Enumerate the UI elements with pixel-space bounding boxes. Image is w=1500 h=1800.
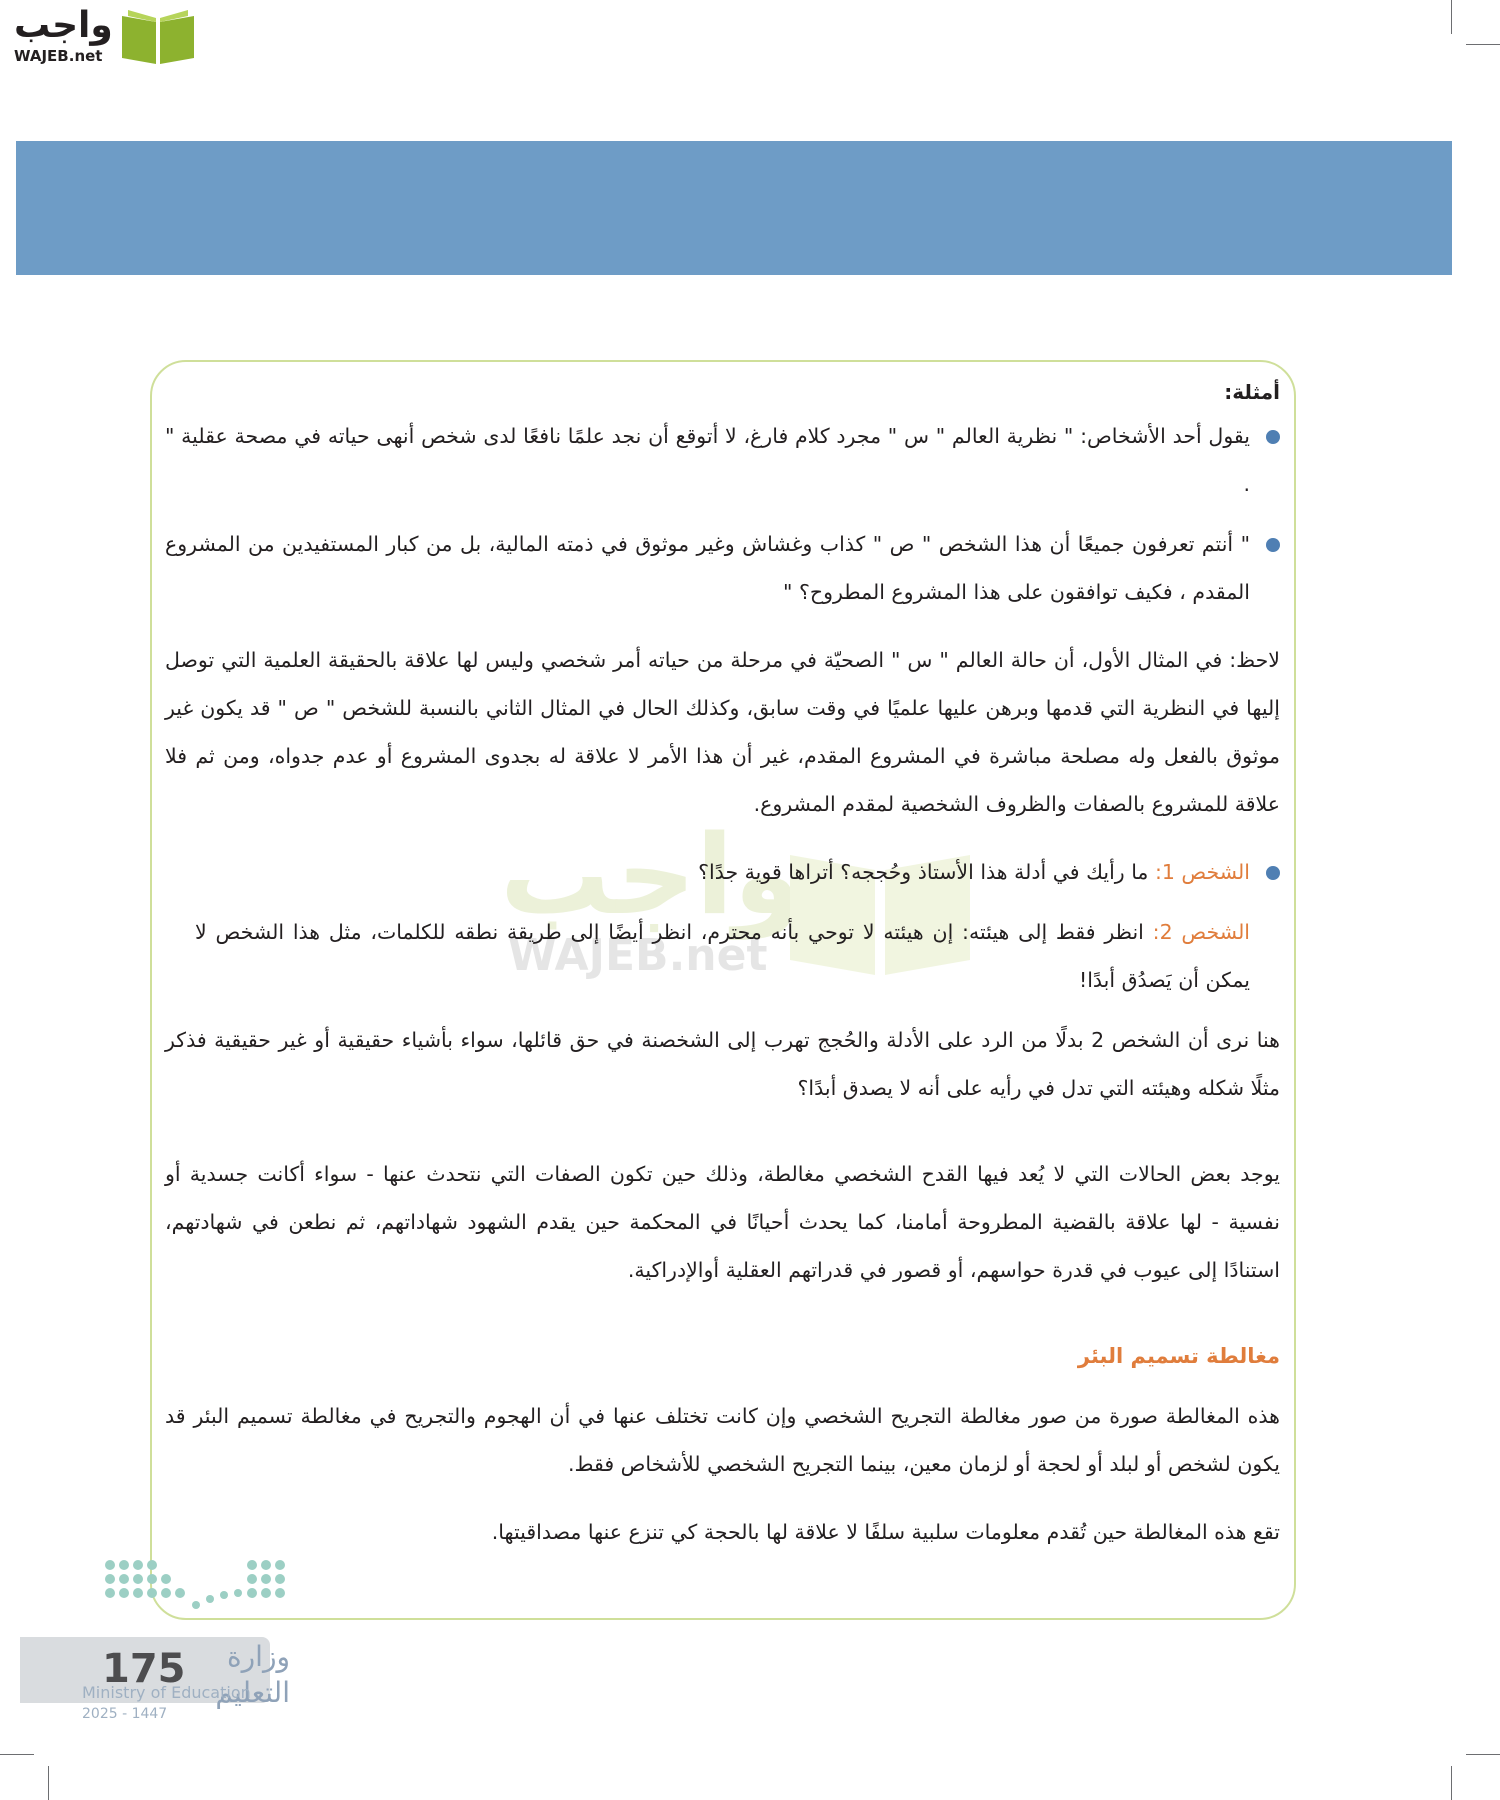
- analysis-paragraph: هنا نرى أن الشخص 2 بدلًا من الرد على الأدلة والحُجج تهرب إلى الشخصنة في حق قائلها، سواء بأشياء حقيقية أو غير حقيقية فذكر مثلًا شكله وهيئته التي تدل في رأيه على أنه لا يصدق أبدًا؟: [165, 1028, 1280, 1100]
- logo-arabic-text: واجب: [14, 5, 113, 46]
- ministry-logo: [20, 1555, 290, 1725]
- section-paragraph: تقع هذه المغالطة حين تُقدم معلومات سلبية سلفًا لا علاقة لها بالحجة كي تنزع عنها مصداقيتها.: [491, 1520, 1280, 1544]
- crop-mark: [48, 1766, 49, 1800]
- section-title: مغالطة تسميم البئر: [1077, 1344, 1280, 1368]
- crop-mark: [0, 1754, 34, 1755]
- academic-year: 2025 - 1447: [82, 1706, 168, 1722]
- speaker-label: الشخص 1:: [1154, 860, 1250, 884]
- bullet-icon: [1266, 866, 1280, 880]
- page-content: [165, 372, 1280, 1556]
- ministry-arabic: وزارة التعليم: [215, 1640, 290, 1709]
- dialogue-line: [165, 908, 1280, 1004]
- watermark-arabic: واجب: [500, 811, 802, 939]
- crop-mark: [1451, 1766, 1452, 1800]
- site-logo[interactable]: [10, 6, 190, 68]
- example-item: [165, 412, 1280, 508]
- example-item: [165, 520, 1280, 616]
- bullet-icon: [1266, 430, 1280, 444]
- examples-heading: أمثلة:: [1224, 380, 1280, 404]
- crop-mark: [1466, 1754, 1500, 1755]
- crop-mark: [1466, 44, 1500, 45]
- dialogue-line: [165, 848, 1280, 896]
- bullet-icon: [1266, 538, 1280, 552]
- ministry-dots-icon: [80, 1555, 290, 1625]
- book-icon: [118, 6, 198, 66]
- section-paragraph: هذه المغالطة صورة من صور مغالطة التجريح الشخصي وإن كانت تختلف عنها في أن الهجوم والتجريح في مغالطة تسميم البئر قد يكون لشخص أو لبلد أو لحجة أو لزمان معين، بينما التجريح الشخصي للأشخاص فقط.: [165, 1404, 1280, 1476]
- crop-mark: [1451, 0, 1452, 34]
- logo-latin-text: WAJEB.net: [14, 47, 103, 65]
- ministry-english: Ministry of Education: [82, 1683, 251, 1702]
- dialogue-text: انظر فقط إلى هيئته: إن هيئته لا توحي بأنه محترم، انظر أيضًا إلى طريقة نطقه للكلمات، مثل هذا الشخص لا يمكن أن يَصدُق أبدًا!: [195, 920, 1250, 992]
- example-text: " أنتم تعرفون جميعًا أن هذا الشخص " ص " كذاب وغشاش وغير موثوق في ذمته المالية، بل من كبار المستفيدين من المشروع المقدم ، فكيف توافقون على هذا المشروع المطروح؟ ": [165, 532, 1250, 604]
- exceptions-paragraph: يوجد بعض الحالات التي لا يُعد فيها القدح الشخصي مغالطة، وذلك حين تكون الصفات التي نتحدث عنها - سواء أكانت جسدية أو نفسية - لها علاقة بالقضية المطروحة أمامنا، كما يحدث أحيانًا في المحكمة حين يقدم الشهود شهاداتهم، ثم نطعن في شهادتهم، استنادًا إلى عيوب في قدرة حواسهم، أو قصور في قدراتهم العقلية أوالإدراكية.: [165, 1162, 1280, 1282]
- page-number: 175: [102, 1646, 186, 1692]
- speaker-label: الشخص 2:: [1152, 920, 1251, 944]
- dialogue-text: ما رأيك في أدلة هذا الأستاذ وحُججه؟ أتراها قوية جدًا؟: [698, 860, 1155, 884]
- watermark-latin: WAJEB.net: [508, 930, 768, 981]
- header-banner: [16, 141, 1452, 275]
- example-text: يقول أحد الأشخاص: " نظرية العالم " س " مجرد كلام فارغ، لا أتوقع أن نجد علمًا نافعًا لدى شخص أنهى حياته في مصحة عقلية " .: [165, 424, 1250, 496]
- note-paragraph: لاحظ: في المثال الأول، أن حالة العالم " س " الصحيّة في مرحلة من حياته أمر شخصي وليس لها علاقة بالحقيقة العلمية التي توصل إليها في النظرية التي قدمها وبرهن عليها علميًا في وقت سابق، وكذلك الحال في المثال الثاني بالنسبة للشخص " ص " قد يكون غير موثوق بالفعل وله مصلحة مباشرة في المشروع المقدم، غير أن هذا الأمر لا علاقة له بجدوى المشروع أو عدم جدواه، ومن ثم فلا علاقة للمشروع بالصفات والظروف الشخصية لمقدم المشروع.: [165, 648, 1280, 816]
